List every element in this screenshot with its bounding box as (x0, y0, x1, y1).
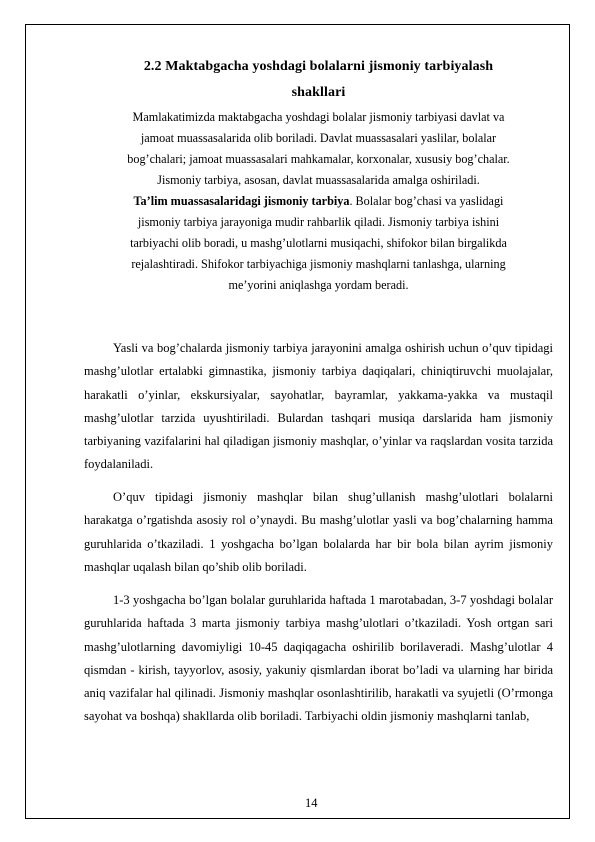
intro-line-4: Jismoniy tarbiya, asosan, davlat muassasalarida amalga oshiriladi. (157, 173, 480, 187)
intro-line-7: tarbiyachi olib boradi, u mashg’ulotlarni musiqachi, shifokor bilan birgalikda (130, 236, 507, 250)
intro-line-2: jamoat muassasalarida olib boriladi. Davlat muassasalari yaslilar, bolalar (140, 131, 497, 145)
heading-line-2: shakllari (291, 85, 346, 100)
intro-line-6: jismoniy tarbiya jarayoniga mudir rahbarlik qiladi. Jismoniy tarbiya ishini (137, 215, 500, 229)
intro-line-3: bog’chalari; jamoat muassasalari mahkamalar, korxonalar, xususiy bog’chalar. (127, 152, 510, 166)
intro-bold-term: Ta’lim muassasalaridagi jismoniy tarbiya (133, 194, 350, 208)
section-heading (84, 54, 553, 106)
heading-line-1: 2.2 Maktabgacha yoshdagi bolalarni jismoniy tarbiyalash (143, 59, 494, 74)
body-paragraph-1: Yasli va bog’chalarda jismoniy tarbiya jarayonini amalga oshirish uchun o’quv tipidagi mashg’ulotlar ertalabki gimnastika, jismoniy tarbiya daqiqalari, chiniqtiruvchi muolajalar, harakatli o’yinlar, ekskursiyalar, sayohatlar, bayramlar, yakkama-yakka va mustaqil mashg’ulotlar tarzida uyushtiriladi. Bulardan tashqari musiqa darslarida ham jismoniy tarbiyaning vazifalarini hal qiladigan jismoniy mashqlar, o’yinlar va raqslardan vosita tarzida foydalaniladi. (84, 341, 553, 472)
body-paragraph-3: 1-3 yoshgacha bo’lgan bolalar guruhlarida haftada 1 marotabadan, 3-7 yoshdagi bolalar guruhlarida haftada 3 marta jismoniy tarbiya mashg’ulotlari o’tkaziladi. Yosh ortgan sari mashg’ulotlarning davomiyligi 10-45 daqiqagacha oshirilib borilaveradi. Mashg’ulotlar 4 qismdan - kirish, tayyorlov, asosiy, yakuniy qismlardan iborat bo’ladi va ularning har birida aniq vazifalar hal qilinadi. Jismoniy mashqlar osonlashtirilib, harakatli va syujetli (O’rmonga sayohat va boshqa) shakllarda olib boriladi. Tarbiyachi oldin jismoniy mashqlarni tanlab, (84, 593, 553, 724)
intro-line-5-rest: . Bolalar bog’chasi va yaslidagi (349, 194, 504, 208)
intro-line-8: rejalashtiradi. Shifokor tarbiyachiga jismoniy mashqlarni tanlashga, ularning (131, 257, 506, 271)
intro-line-9: me’yorini aniqlashga yordam beradi. (228, 278, 409, 292)
intro-block (84, 107, 553, 296)
intro-line-1: Mamlakatimizda maktabgacha yoshdagi bolalar jismoniy tarbiyasi davlat va (132, 110, 505, 124)
page-number: 14 (305, 796, 318, 810)
body-paragraph-2: O’quv tipidagi jismoniy mashqlar bilan shug’ullanish mashg’ulotlari bolalarni harakatga o’rgatishda asosiy rol o’ynaydi. Bu mashg’ulotlar yasli va bog’chalarning hamma guruhlarida o’tkaziladi. 1 yoshgacha bo’lgan bolalarda har bir bola bilan ayrim jismoniy mashqlar uqalash bilan qo’shib olib boriladi. (84, 490, 553, 574)
